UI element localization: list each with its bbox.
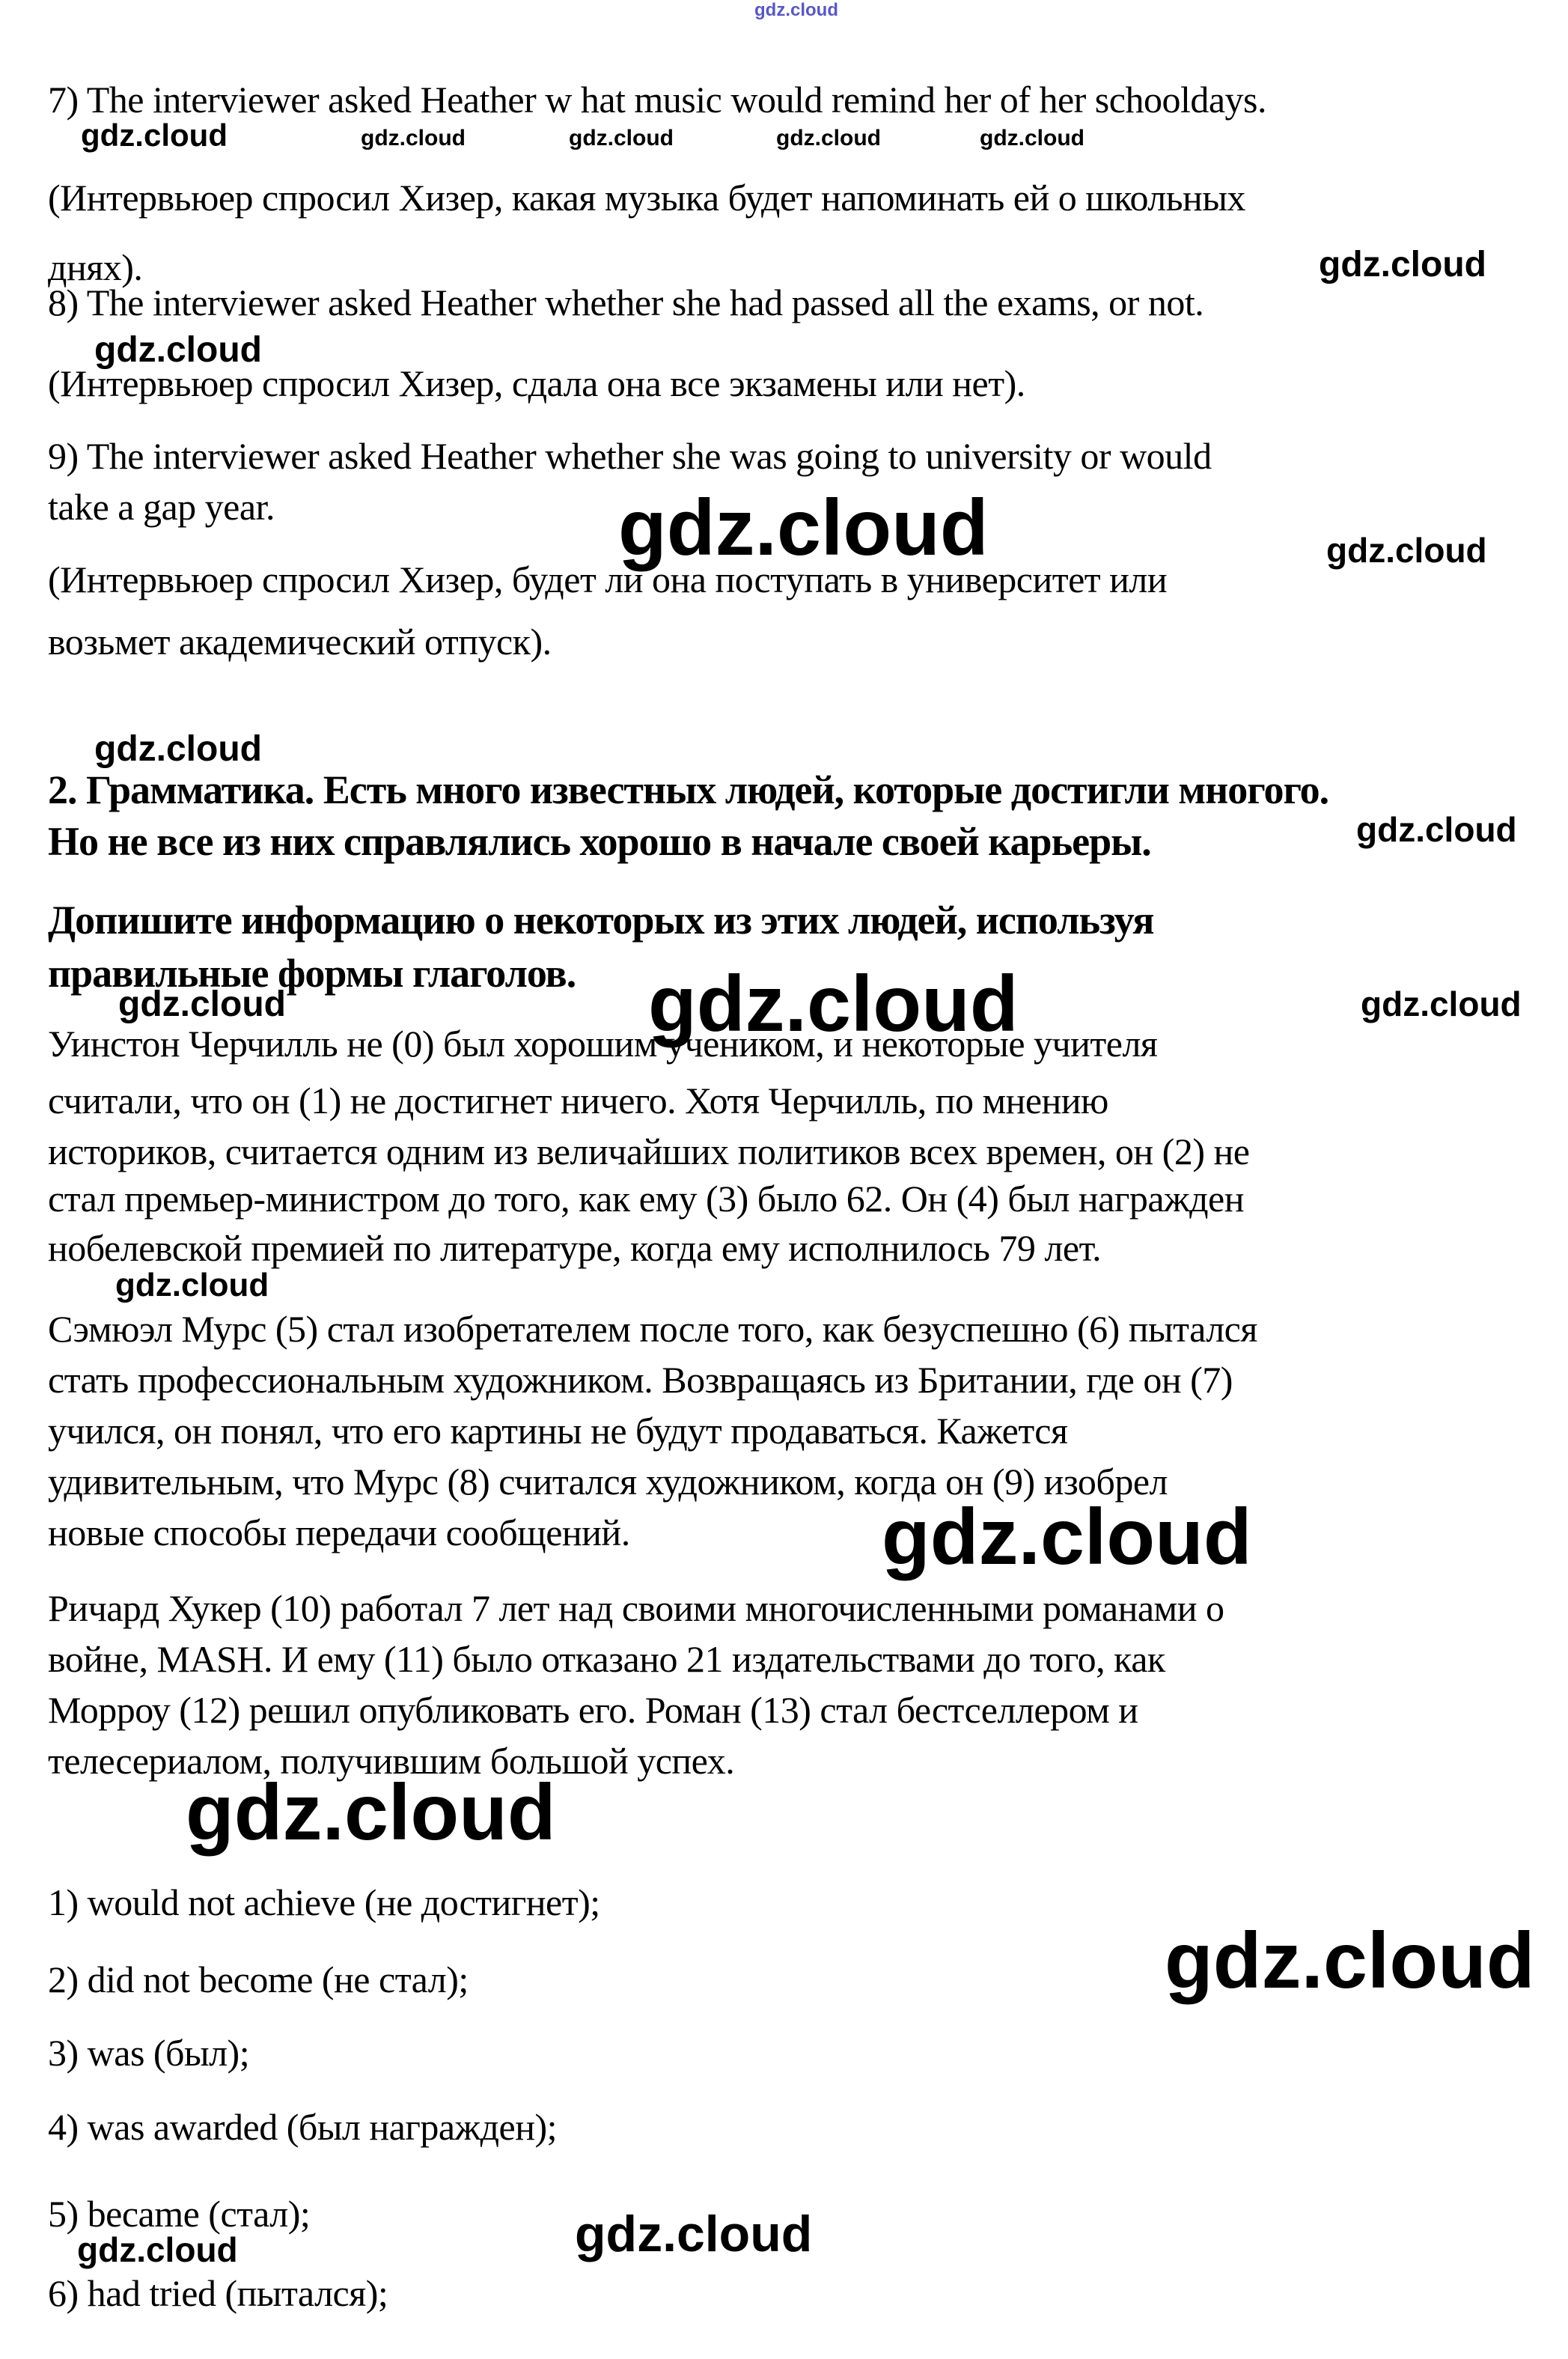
paragraph-morse-line: Сэмюэл Мурс (5) стал изобретателем после того, как безуспешно (6) пытался — [48, 1308, 1257, 1350]
watermark: gdz.cloud — [776, 126, 881, 150]
watermark: gdz.cloud — [77, 2230, 238, 2269]
answer-list-item: 4) was awarded (был награжден); — [48, 2106, 558, 2148]
watermark: gdz.cloud — [115, 1267, 269, 1303]
watermark: gdz.cloud — [569, 126, 674, 150]
paragraph-morse-line: стать профессиональным художником. Возвращаясь из Британии, где он (7) — [48, 1359, 1233, 1401]
answer-line-9-en-1: 9) The interviewer asked Heather whether she was going to university or would — [48, 435, 1212, 477]
watermark: gdz.cloud — [1326, 531, 1487, 570]
paragraph-hooker-line: телесериалом, получившим большой успех. — [48, 1740, 735, 1782]
watermark: gdz.cloud — [980, 126, 1085, 150]
watermark: gdz.cloud — [94, 330, 262, 370]
section-heading-line-1: 2. Грамматика. Есть много известных людей, которые достигли многого. — [48, 767, 1329, 812]
answer-list-item: 2) did not become (не стал); — [48, 1958, 469, 2000]
watermark-top: gdz.cloud — [754, 0, 838, 20]
translation-line-7-1: (Интервьюер спросил Хизер, какая музыка будет напоминать ей о школьных — [48, 177, 1245, 219]
watermark: gdz.cloud — [81, 118, 228, 153]
paragraph-hooker-line: Ричард Хукер (10) работал 7 лет над своими многочисленными романами о — [48, 1587, 1224, 1629]
watermark: gdz.cloud — [118, 984, 286, 1024]
paragraph-morse-line: удивительным, что Мурс (8) считался художником, когда он (9) изобрел — [48, 1461, 1168, 1503]
watermark-large: gdz.cloud — [882, 1493, 1252, 1581]
translation-line-9-2: возьмет академический отпуск). — [48, 621, 552, 663]
answer-list-item: 3) was (был); — [48, 2032, 250, 2074]
watermark: gdz.cloud — [1319, 245, 1486, 284]
translation-line-8: (Интервьюер спросил Хизер, сдала она все экзамены или нет). — [48, 362, 1025, 404]
instruction-line-1: Допишите информацию о некоторых из этих людей, используя — [48, 898, 1154, 943]
paragraph-churchill-line: стал премьер-министром до того, как ему (3) было 62. Он (4) был награжден — [48, 1178, 1244, 1220]
paragraph-churchill-line: Уинстон Черчилль не (0) был хорошим учеником, и некоторые учителя — [48, 1023, 1158, 1065]
paragraph-churchill-line: нобелевской премией по литературе, когда ему исполнилось 79 лет. — [48, 1227, 1102, 1269]
paragraph-hooker-line: войне, MASH. И ему (11) было отказано 21 издательствами до того, как — [48, 1638, 1165, 1680]
answer-list-item: 6) had tried (пытался); — [48, 2272, 388, 2314]
watermark: gdz.cloud — [1361, 984, 1522, 1023]
translation-line-9-1: (Интервьюер спросил Хизер, будет ли она поступать в университет или — [48, 558, 1168, 600]
paragraph-morse-line: новые способы передачи сообщений. — [48, 1512, 630, 1553]
answer-line-7-en: 7) The interviewer asked Heather w hat music would remind her of her schooldays. — [48, 79, 1266, 121]
paragraph-churchill-line: историков, считается одним из величайших политиков всех времен, он (2) не — [48, 1130, 1250, 1172]
paragraph-morse-line: учился, он понял, что его картины не будут продаваться. Кажется — [48, 1410, 1068, 1452]
translation-line-7-2: днях). — [48, 246, 143, 288]
watermark: gdz.cloud — [94, 729, 262, 769]
watermark: gdz.cloud — [575, 2206, 813, 2262]
answer-list-item: 5) became (стал); — [48, 2193, 311, 2235]
watermark-large: gdz.cloud — [1165, 1917, 1535, 2005]
watermark: gdz.cloud — [361, 126, 466, 150]
watermark-large: gdz.cloud — [618, 484, 989, 572]
section-heading-line-2: Но не все из них справлялись хорошо в начале своей карьеры. — [48, 819, 1151, 864]
instruction-line-2: правильные формы глаголов. — [48, 951, 576, 996]
answer-list-item: 1) would not achieve (не достигнет); — [48, 1881, 600, 1923]
paragraph-hooker-line: Морроу (12) решил опубликовать его. Роман (13) стал бестселлером и — [48, 1689, 1138, 1731]
paragraph-churchill-line: считали, что он (1) не достигнет ничего. Хотя Черчилль, по мнению — [48, 1080, 1108, 1121]
watermark-large: gdz.cloud — [648, 960, 1019, 1048]
answer-line-9-en-2: take a gap year. — [48, 486, 275, 528]
watermark-large: gdz.cloud — [186, 1768, 556, 1857]
watermark: gdz.cloud — [1356, 810, 1517, 849]
answer-line-8-en: 8) The interviewer asked Heather whether she had passed all the exams, or not. — [48, 281, 1204, 323]
